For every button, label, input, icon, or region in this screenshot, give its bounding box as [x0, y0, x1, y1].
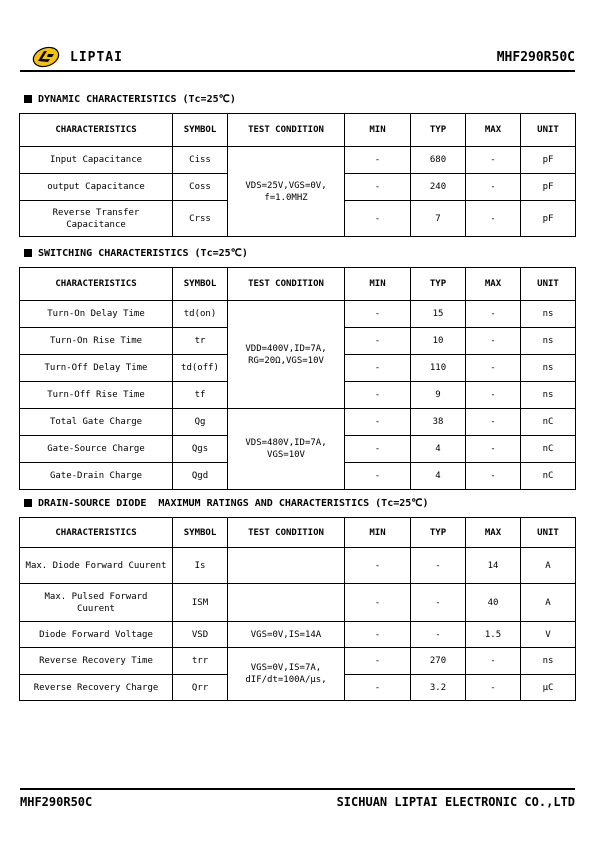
- table-cell: -: [466, 147, 521, 174]
- table-cell: -: [345, 147, 411, 174]
- table-cell: Total Gate Charge: [20, 409, 173, 436]
- table-cell: 38: [411, 409, 466, 436]
- table-row: [20, 584, 576, 622]
- table-row: [20, 622, 576, 648]
- table-cell: Max. Pulsed Forward Cuurent: [20, 584, 173, 622]
- column-header: TYP: [411, 518, 466, 548]
- table-cell: [228, 548, 345, 584]
- table-cell: -: [411, 548, 466, 584]
- page-header: [20, 44, 575, 72]
- table-cell: tf: [173, 382, 228, 409]
- table-cell: ns: [521, 328, 576, 355]
- table-cell: pF: [521, 147, 576, 174]
- table-cell: trr: [173, 648, 228, 675]
- column-header: UNIT: [521, 268, 576, 301]
- table-header-row: [20, 518, 576, 548]
- table-cell: -: [345, 436, 411, 463]
- footer-company: SICHUAN LIPTAI ELECTRONIC CO.,LTD: [336, 795, 575, 809]
- table-cell: Turn-On Rise Time: [20, 328, 173, 355]
- table-cell: 15: [411, 301, 466, 328]
- table-cell: A: [521, 548, 576, 584]
- table-row: [20, 648, 576, 675]
- table-cell: 4: [411, 436, 466, 463]
- table-cell: -: [345, 301, 411, 328]
- table-cell: -: [466, 675, 521, 701]
- table-cell: -: [466, 301, 521, 328]
- table-cell: -: [466, 174, 521, 201]
- table-cell: 40: [466, 584, 521, 622]
- table-cell: -: [345, 548, 411, 584]
- table-header-row: [20, 114, 576, 147]
- table-cell: Coss: [173, 174, 228, 201]
- table-cell: -: [466, 436, 521, 463]
- table-cell: Turn-On Delay Time: [20, 301, 173, 328]
- column-header: SYMBOL: [173, 518, 228, 548]
- table-cell: Reverse Recovery Time: [20, 648, 173, 675]
- table-cell: ns: [521, 382, 576, 409]
- table-cell: VGS=0V,IS=14A: [228, 622, 345, 648]
- table-cell: -: [345, 622, 411, 648]
- table-cell: 7: [411, 201, 466, 237]
- table-cell: Reverse Recovery Charge: [20, 675, 173, 701]
- table-cell: Turn-Off Delay Time: [20, 355, 173, 382]
- table-cell: -: [466, 201, 521, 237]
- section-title-diode: DRAIN-SOURCE DIODE MAXIMUM RATINGS AND CHARACTERISTICS (Tc=25℃): [24, 498, 429, 509]
- table-cell: nC: [521, 436, 576, 463]
- column-header: SYMBOL: [173, 114, 228, 147]
- column-header: SYMBOL: [173, 268, 228, 301]
- footer-part-number: MHF290R50C: [20, 795, 93, 809]
- column-header: MAX: [466, 114, 521, 147]
- column-header: UNIT: [521, 114, 576, 147]
- table-cell: Diode Forward Voltage: [20, 622, 173, 648]
- table-row: [20, 147, 576, 174]
- table-cell: nC: [521, 463, 576, 490]
- column-header: TEST CONDITION: [228, 268, 345, 301]
- table-cell: 1.5: [466, 622, 521, 648]
- table-cell: -: [466, 355, 521, 382]
- table-cell: -: [411, 622, 466, 648]
- column-header: MIN: [345, 518, 411, 548]
- table-cell: A: [521, 584, 576, 622]
- table-cell: Qg: [173, 409, 228, 436]
- column-header: MIN: [345, 268, 411, 301]
- table-cell: 9: [411, 382, 466, 409]
- table-cell: 3.2: [411, 675, 466, 701]
- table-cell: 4: [411, 463, 466, 490]
- table-cell: Input Capacitance: [20, 147, 173, 174]
- table-cell: -: [411, 584, 466, 622]
- diode-table: [19, 517, 576, 701]
- column-header: MIN: [345, 114, 411, 147]
- dynamic-table: [19, 113, 576, 237]
- liptai-logo-icon: [32, 46, 60, 68]
- table-cell: tr: [173, 328, 228, 355]
- table-cell: VDS=480V,ID=7A, VGS=10V: [228, 409, 345, 490]
- column-header: UNIT: [521, 518, 576, 548]
- table-cell: -: [345, 409, 411, 436]
- table-row: [20, 409, 576, 436]
- table-cell: [228, 584, 345, 622]
- brand-name: LIPTAI: [70, 50, 123, 65]
- table-cell: VGS=0V,IS=7A, dIF/dt=100A/μs,: [228, 648, 345, 701]
- table-cell: Turn-Off Rise Time: [20, 382, 173, 409]
- table-cell: Gate-Drain Charge: [20, 463, 173, 490]
- section-title-dynamic: DYNAMIC CHARACTERISTICS (Tc=25℃): [24, 94, 236, 105]
- table-cell: -: [466, 409, 521, 436]
- column-header: CHARACTERISTICS: [20, 114, 173, 147]
- table-cell: output Capacitance: [20, 174, 173, 201]
- table-cell: Gate-Source Charge: [20, 436, 173, 463]
- table-cell: -: [345, 463, 411, 490]
- footer-divider: [20, 788, 575, 790]
- column-header: TEST CONDITION: [228, 518, 345, 548]
- table-cell: 110: [411, 355, 466, 382]
- table-cell: -: [345, 201, 411, 237]
- table-cell: -: [345, 174, 411, 201]
- table-row: [20, 301, 576, 328]
- column-header: CHARACTERISTICS: [20, 268, 173, 301]
- table-cell: -: [466, 463, 521, 490]
- table-cell: μC: [521, 675, 576, 701]
- table-cell: td(off): [173, 355, 228, 382]
- table-cell: ns: [521, 355, 576, 382]
- table-cell: nC: [521, 409, 576, 436]
- table-cell: -: [466, 382, 521, 409]
- column-header: CHARACTERISTICS: [20, 518, 173, 548]
- column-header: TYP: [411, 114, 466, 147]
- table-cell: pF: [521, 174, 576, 201]
- header-divider: [20, 70, 575, 72]
- table-cell: -: [466, 648, 521, 675]
- table-cell: ns: [521, 301, 576, 328]
- table-cell: pF: [521, 201, 576, 237]
- column-header: TEST CONDITION: [228, 114, 345, 147]
- table-cell: Qgd: [173, 463, 228, 490]
- switching-table: [19, 267, 576, 490]
- table-row: [20, 548, 576, 584]
- table-cell: 240: [411, 174, 466, 201]
- table-cell: -: [345, 648, 411, 675]
- table-cell: -: [345, 584, 411, 622]
- table-cell: Qgs: [173, 436, 228, 463]
- section-title-switching: SWITCHING CHARACTERISTICS (Tc=25℃): [24, 248, 248, 259]
- header-part-number: MHF290R50C: [496, 50, 575, 65]
- table-cell: V: [521, 622, 576, 648]
- table-cell: Qrr: [173, 675, 228, 701]
- table-cell: Max. Diode Forward Cuurent: [20, 548, 173, 584]
- table-cell: -: [345, 328, 411, 355]
- table-cell: VSD: [173, 622, 228, 648]
- table-cell: Reverse Transfer Capacitance: [20, 201, 173, 237]
- table-cell: ns: [521, 648, 576, 675]
- table-cell: Is: [173, 548, 228, 584]
- table-cell: -: [345, 382, 411, 409]
- table-cell: 270: [411, 648, 466, 675]
- table-cell: -: [466, 328, 521, 355]
- table-cell: -: [345, 355, 411, 382]
- table-header-row: [20, 268, 576, 301]
- table-cell: VDD=400V,ID=7A, RG=20Ω,VGS=10V: [228, 301, 345, 409]
- table-cell: 680: [411, 147, 466, 174]
- table-cell: 10: [411, 328, 466, 355]
- table-cell: -: [345, 675, 411, 701]
- table-cell: ISM: [173, 584, 228, 622]
- table-cell: VDS=25V,VGS=0V, f=1.0MHZ: [228, 147, 345, 237]
- table-cell: 14: [466, 548, 521, 584]
- column-header: MAX: [466, 268, 521, 301]
- table-cell: Crss: [173, 201, 228, 237]
- table-cell: Ciss: [173, 147, 228, 174]
- table-cell: td(on): [173, 301, 228, 328]
- column-header: MAX: [466, 518, 521, 548]
- column-header: TYP: [411, 268, 466, 301]
